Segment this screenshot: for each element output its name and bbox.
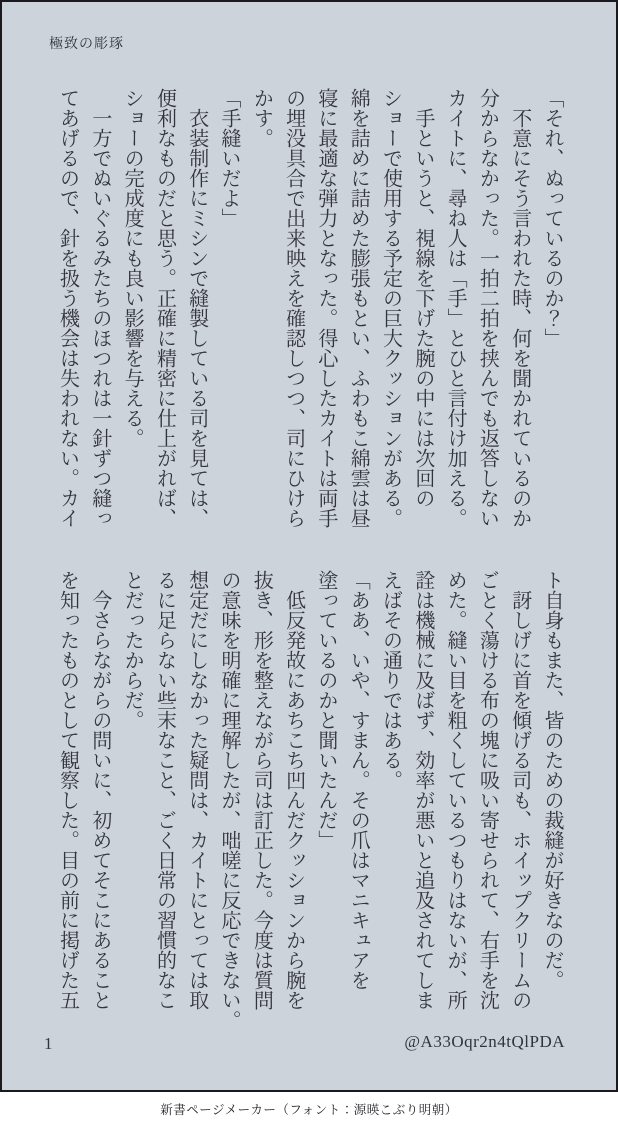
text-column: 抜き、形を整えながら司は訂正した。今度は質問 bbox=[250, 570, 273, 1010]
text-column: 詮は機械に及ばず、効率が悪いと追及されてしま bbox=[411, 570, 434, 1010]
text-column: ト自身もまた、皆のための裁縫が好きなのだ。 bbox=[541, 570, 563, 990]
text-column: 不意にそう言われた時、何を聞かれているのか bbox=[508, 88, 531, 528]
text-column: 想定だにしなかった疑問は、カイトにとっては取 bbox=[185, 570, 208, 1010]
text-column: とだったからだ。 bbox=[121, 570, 144, 730]
text-column: 衣装制作にミシンで縫製している司を見ては、 bbox=[185, 88, 208, 528]
page-number: 1 bbox=[44, 1034, 53, 1053]
text-column: てあげるので、針を扱う機会は失われない。カイ bbox=[56, 88, 79, 528]
text-column: ショーで使用する予定の巨大クッションがある。 bbox=[379, 88, 402, 528]
text-column: の意味を明確に理解したが、咄嗟に反応できない。 bbox=[218, 570, 241, 1030]
text-column: るに足らない些末なこと、ごく日常の習慣的なこ bbox=[153, 570, 176, 1010]
text-column: 今さらながらの問いに、初めてそこにあること bbox=[88, 570, 111, 1010]
text-column: 綿を詰めに詰めた膨張もとい、ふわもこ綿雲は昼 bbox=[347, 88, 370, 528]
text-column: 便利なものだと思う。正確に精密に仕上がれば、 bbox=[153, 88, 176, 528]
text-column: 「それ、ぬっているのか？」 bbox=[541, 88, 563, 348]
text-column: めた。縫い目を粗くしているつもりはないが、所 bbox=[444, 570, 467, 1010]
text-column: 寝に最適な弾力となった。得心したカイトは両手 bbox=[314, 88, 337, 528]
author-handle: @A33Oqr2n4tQlPDA bbox=[404, 1032, 565, 1051]
generator-caption: 新書ページメーカー（フォント：源暎こぶり明朝） bbox=[160, 1103, 458, 1117]
text-column: 「ああ、いや、すまん。その爪はマニキュアを bbox=[347, 570, 370, 990]
text-column: の埋没具合で出来映えを確認しつつ、司にひけら bbox=[282, 88, 305, 528]
text-column: 塗っているのかと聞いたんだ」 bbox=[314, 570, 337, 850]
page-title: 極致の彫琢 bbox=[49, 37, 124, 52]
text-block-lower bbox=[58, 570, 562, 1030]
text-column: 手というと、視線を下げた腕の中には次回の bbox=[411, 88, 434, 508]
text-column: 低反発故にあちこち凹んだクッションから腕を bbox=[282, 570, 305, 1010]
text-column: 分からなかった。一拍二拍を挟んでも返答しない bbox=[476, 88, 499, 528]
text-column: 訝しげに首を傾げる司も、ホイップクリームの bbox=[508, 570, 531, 1010]
text-column: ショーの完成度にも良い影響を与える。 bbox=[121, 88, 144, 448]
text-column: 「手縫いだよ」 bbox=[218, 88, 241, 228]
text-column: 一方でぬいぐるみたちのほつれは一針ずつ縫っ bbox=[88, 88, 111, 528]
text-block-upper bbox=[58, 88, 562, 528]
text-column: ごとく蕩ける布の塊に吸い寄せられて、右手を沈 bbox=[476, 570, 499, 1010]
text-column: えばその通りではある。 bbox=[379, 570, 402, 790]
text-column: を知ったものとして観察した。目の前に掲げた五 bbox=[56, 570, 79, 1010]
text-column: カイトに、尋ね人は「手」とひと言付け加える。 bbox=[444, 88, 467, 528]
text-column: かす。 bbox=[250, 88, 273, 148]
